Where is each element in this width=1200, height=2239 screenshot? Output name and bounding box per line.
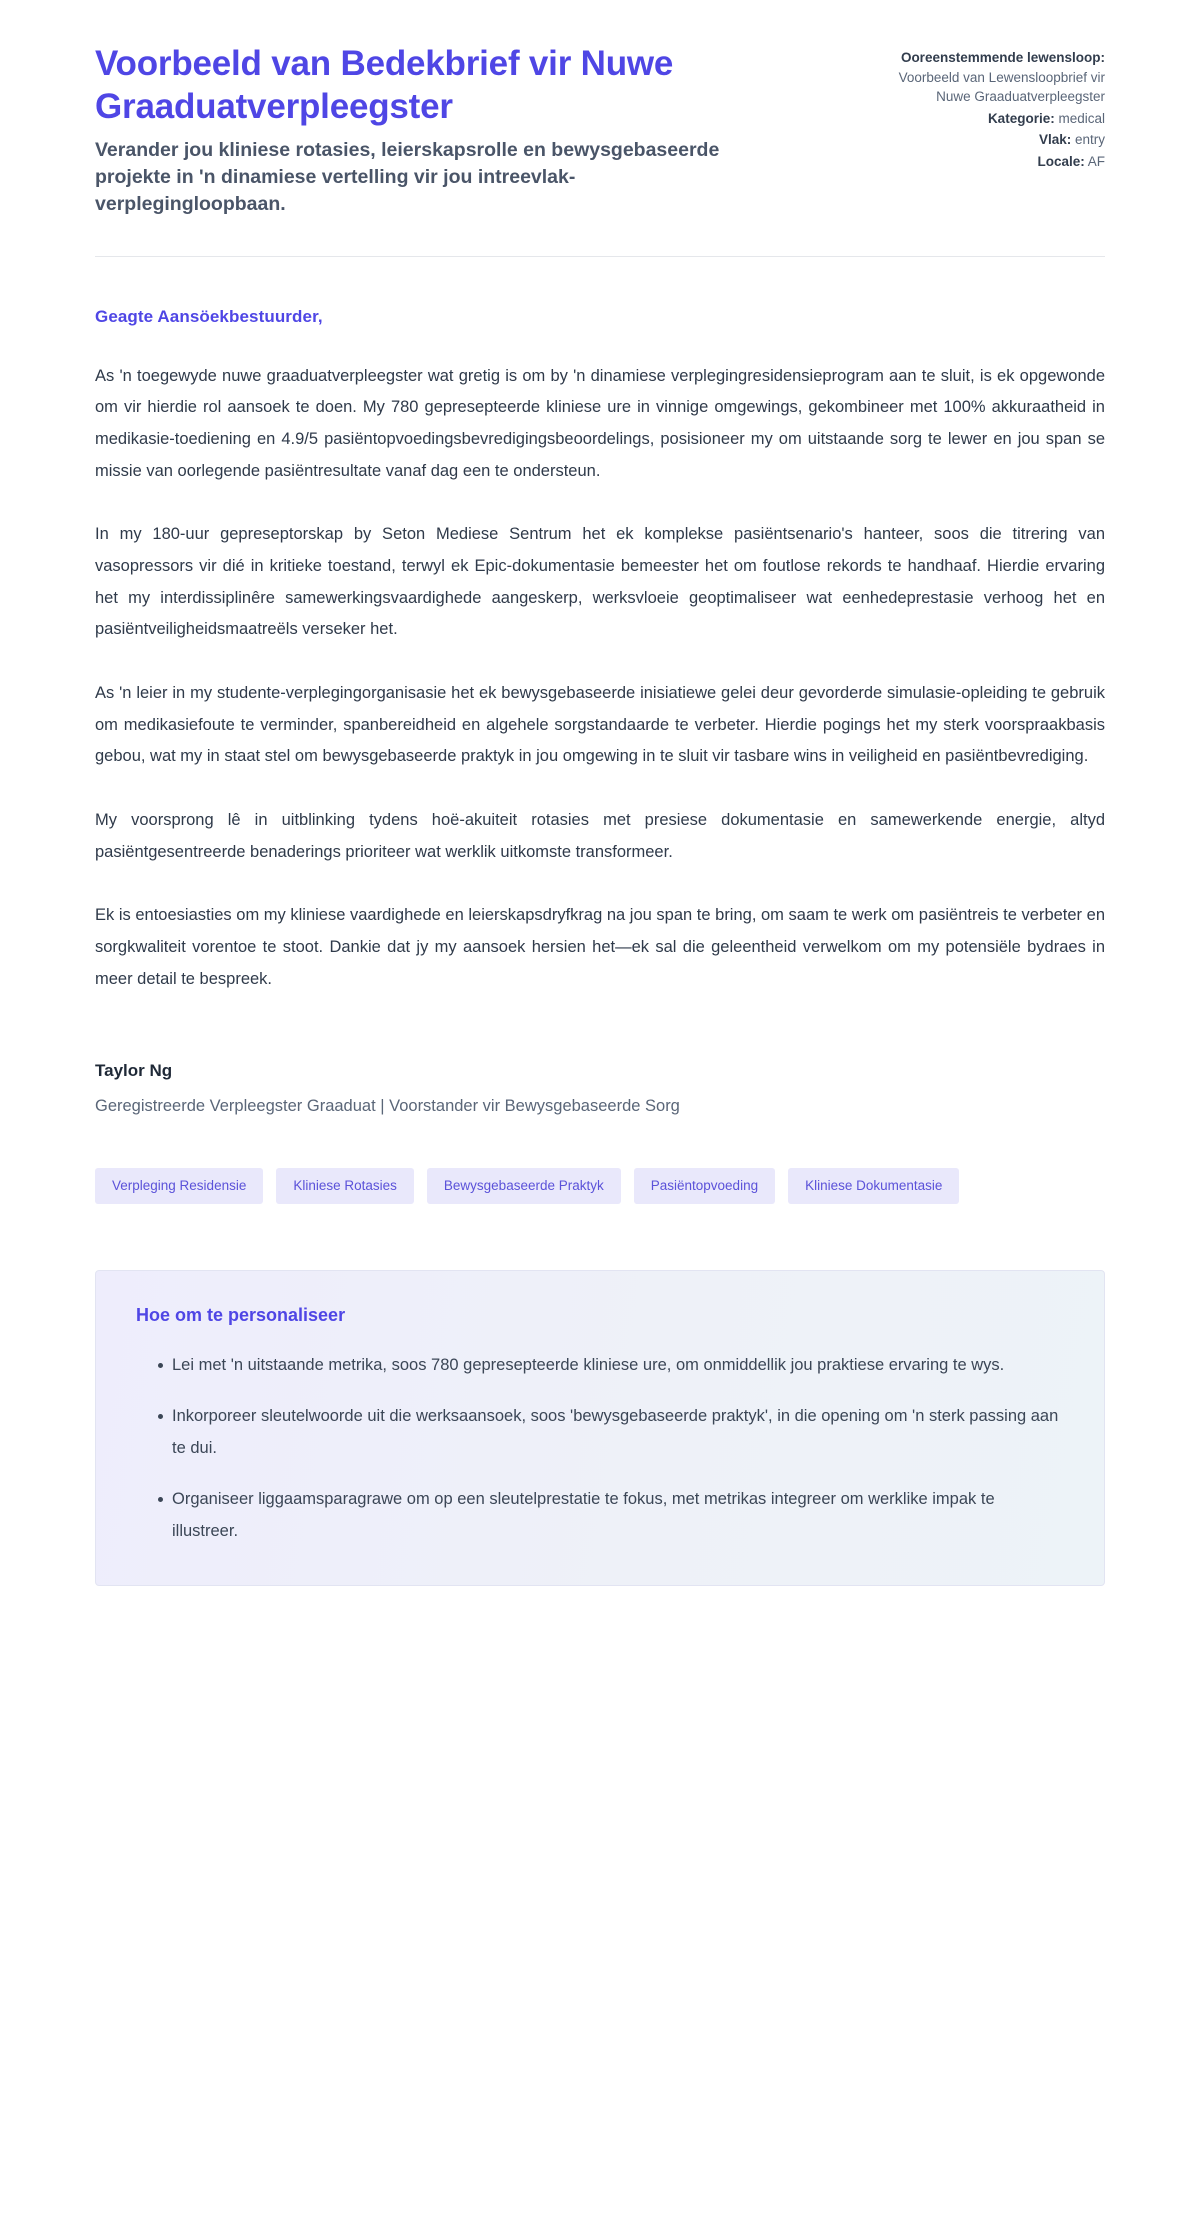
letter-paragraph: In my 180-uur gepreseptorskap by Seton Mediese Sentrum het ek komplekse pasiëntsenario's hanteer, soos die titrering van vasopressors vir dié in kritieke toestand, terwyl ek Epic-dokumentasie bemeester het om foutlose rekords te handhaaf. Hierdie ervaring het my interdissiplinêre samewerkingsvaardighede aangeskerp, werksvloeie geoptimaliseer wat eenhedeprestasie verhoog het en pasiëntveiligheidsmaatreëls verseker het. bbox=[95, 525, 1105, 639]
callout-tip-item: Inkorporeer sleutelwoorde uit die werksaansoek, soos 'bewysgebaseerde praktyk', in die opening om 'n sterk passing aan te dui. bbox=[158, 1401, 1064, 1464]
metadata-value: Voorbeeld van Lewensloopbrief vir Nuwe Graaduatverpleegster bbox=[898, 69, 1105, 105]
letter-paragraph: As 'n leier in my studente-verplegingorganisasie het ek bewysgebaseerde inisiatiewe gelei deur gevorderde simulasie-opleiding te gebruik om medikasiefoute te verminder, spanbereidheid en algehele sorgstandaarde te verbeter. Hierdie pogings het my sterk voorspraakbasis gebou, wat my in staat stel om bewysgebaseerde praktyk in jou omgewing in te sluit vir tasbare wins in veiligheid en pasiëntbevrediging. bbox=[95, 683, 1105, 766]
tag-chip[interactable]: Bewysgebaseerde Praktyk bbox=[427, 1168, 621, 1205]
letter-paragraph: Ek is entoesiasties om my kliniese vaardighede en leierskapsdryfkrag na jou span te bring, om saam te werk om pasiëntreis te verbeter en sorgkwaliteit vorentoe te stoot. Dankie dat jy my aansoek hersien het—ek sal die geleentheid verwelkom om my potensiële bydraes in meer detail te bespreek. bbox=[95, 906, 1105, 988]
signature-name: Taylor Ng bbox=[95, 1061, 173, 1081]
signature-role: Geregistreerde Verpleegster Graaduat | Voorstander vir Bewysgebaseerde Sorg bbox=[95, 1097, 680, 1116]
document-metadata bbox=[875, 42, 1105, 173]
callout-tip-list bbox=[136, 1350, 1064, 1547]
header-divider bbox=[95, 256, 1105, 257]
signature-block bbox=[95, 1061, 1105, 1119]
page-title: Voorbeeld van Bedekbrief vir Nuwe Graaduatverpleegster bbox=[95, 44, 674, 127]
metadata-label: Locale: bbox=[1037, 153, 1085, 169]
metadata-label: Kategorie: bbox=[987, 110, 1055, 126]
metadata-label: Ooreenstemmende lewensloop: bbox=[900, 50, 1105, 65]
letter-body bbox=[95, 307, 1105, 996]
header-text-block bbox=[95, 42, 735, 218]
metadata-row-matching-resume bbox=[875, 48, 1105, 107]
metadata-row-level bbox=[875, 130, 1105, 150]
personalization-callout bbox=[95, 1270, 1105, 1586]
letter-paragraph: My voorsprong lê in uitblinking tydens hoë-akuiteit rotasies met presiese dokumentasie en samewerkende energie, altyd pasiëntgesentreerde benaderings prioriteer wat werklik uitkomste transformeer. bbox=[95, 810, 1105, 861]
tag-chip[interactable]: Kliniese Dokumentasie bbox=[788, 1168, 959, 1205]
metadata-value: medical bbox=[1058, 110, 1105, 126]
callout-tip-item: Organiseer liggaamsparagrawe om op een sleutelprestatie te fokus, met metrikas integreer om werklike impak te illustreer. bbox=[158, 1484, 1064, 1547]
tag-chip[interactable]: Pasiëntopvoeding bbox=[634, 1168, 775, 1205]
letter-paragraph: As 'n toegewyde nuwe graaduatverpleegster wat gretig is om by 'n dinamiese verplegingresidensieprogram aan te sluit, is ek opgewonde om vir hierdie rol aansoek te doen. My 780 gepresepteerde kliniese ure in vinnige omgewings, gekombineer met 100% akkuraatheid in medikasie-toediening en 4.9/5 pasiëntopvoedingsbevredigingsbeoordelings, posisioneer my om uitstaande sorg te lewer en jou span se missie van oorlegende pasiëntresultate vanaf dag een te ondersteun. bbox=[95, 366, 1105, 480]
page-subtitle: Verander jou kliniese rotasies, leierskapsrolle en bewysgebaseerde projekte in 'n dinamiese vertelling vir jou intreevlak-verplegingloopbaan. bbox=[95, 138, 720, 215]
metadata-row-category bbox=[875, 109, 1105, 129]
cover-letter-page bbox=[95, 0, 1105, 1646]
metadata-row-locale bbox=[875, 152, 1105, 172]
metadata-value: AF bbox=[1087, 153, 1105, 169]
callout-tip-item: Lei met 'n uitstaande metrika, soos 780 gepresepteerde kliniese ure, om onmiddellik jou praktiese ervaring te wys. bbox=[158, 1350, 1064, 1381]
callout-title: Hoe om te personaliseer bbox=[136, 1305, 346, 1326]
tag-list bbox=[95, 1168, 1095, 1205]
tag-chip[interactable]: Verpleging Residensie bbox=[95, 1168, 263, 1205]
tag-chip[interactable]: Kliniese Rotasies bbox=[276, 1168, 414, 1205]
metadata-label: Vlak: bbox=[1038, 132, 1072, 148]
metadata-value: entry bbox=[1074, 132, 1105, 148]
document-header bbox=[95, 42, 1105, 218]
letter-salutation: Geagte Aansöekbestuurder, bbox=[95, 306, 323, 326]
